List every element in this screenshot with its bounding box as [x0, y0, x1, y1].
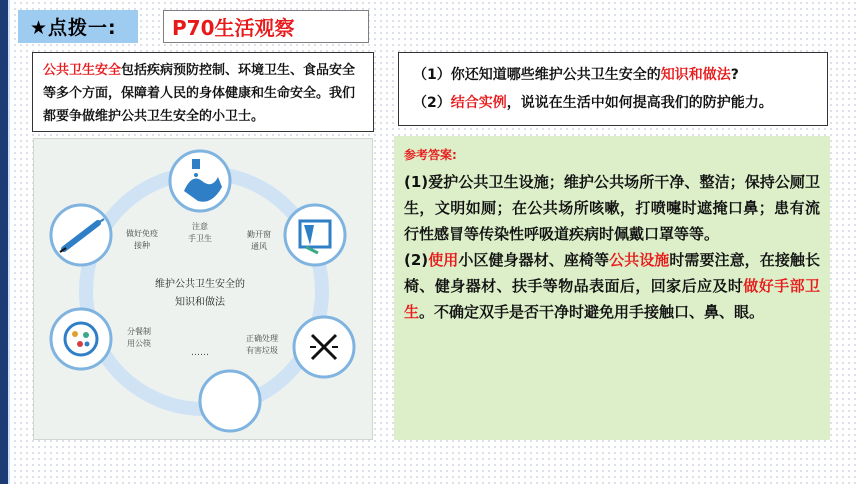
answer-title: 参考答案:: [404, 148, 457, 162]
question-1-highlight: 知识和做法: [660, 67, 731, 83]
page-title: P70生活观察: [163, 10, 369, 43]
item-label-3a: 正确处理: [246, 334, 278, 343]
meal-icon: [51, 309, 111, 369]
item-label-2a: 勤开窗: [247, 230, 271, 239]
left-accent-bar: [0, 0, 8, 484]
answer-2-highlight-b: 公共设施: [609, 251, 670, 269]
question-2-highlight: 结合实例: [450, 95, 507, 111]
answer-paragraph-2: [404, 247, 820, 325]
ellipsis-text: ……: [191, 348, 209, 358]
question-2: [413, 89, 813, 117]
item-label-2b: 通风: [251, 242, 267, 251]
question-2-text: ，说说在生活中如何提高我们的防护能力。: [506, 95, 773, 111]
hand-washing-icon: [170, 151, 230, 211]
item-label-1b: 手卫生: [188, 234, 212, 243]
item-label-5b: 接种: [134, 241, 150, 250]
question-2-number: （2）: [413, 95, 451, 111]
intro-text: 包括疾病预防控制、环境卫生、食品安全等多个方面，保障着人民的身体健康和生命安全。我们都要争做维护公共卫生安全的小卫士。: [43, 63, 356, 124]
answer-2-text-b: 时需要注意，在接触长椅、健身器材、扶手等物品表面后，回家后应及时: [404, 251, 820, 295]
answer-2-highlight-a: 使用: [428, 251, 459, 269]
question-1-text: （1）你还知道哪些维护公共卫生安全的: [413, 67, 661, 83]
hazard-icon: [294, 317, 354, 377]
answer-2-text-c: 。不确定双手是否干净时避免用手接触口、鼻、眼。: [419, 303, 765, 321]
center-text-line2: 知识和做法: [175, 297, 225, 308]
diagram-svg: [34, 139, 372, 439]
item-label-5a: 做好免疫: [126, 229, 158, 238]
answer-2-highlight-c: 做好手部卫生: [404, 277, 820, 321]
reference-answer-box: [394, 136, 830, 440]
item-label-1a: 注意: [192, 222, 208, 231]
intro-highlight: 公共卫生安全: [43, 63, 122, 78]
item-label-4b: 用公筷: [127, 339, 151, 348]
item-label-3b: 有害垃圾: [246, 346, 278, 355]
question-1: [413, 61, 813, 89]
answer-2-number: (2): [404, 251, 429, 269]
placeholder-circle: [200, 371, 260, 431]
left-accent-line: [8, 0, 10, 484]
syringe-icon: [51, 205, 111, 265]
center-text-line1: 维护公共卫生安全的: [155, 279, 245, 290]
intro-box: [32, 52, 374, 132]
questions-box: [398, 52, 828, 126]
item-label-4a: 分餐制: [127, 327, 151, 336]
section-label: ★点拨一:: [18, 10, 138, 43]
question-1-suffix: ?: [730, 67, 739, 83]
answer-2-text-a: 小区健身器材、座椅等: [458, 251, 610, 269]
answer-paragraph-1: (1)爱护公共卫生设施；维护公共场所干净、整洁；保持公厕卫生，文明如厕；在公共场所咳嗽，打喷嚏时遮掩口鼻；患有流行性感冒等传染性呼吸道疾病时佩戴口罩等等。: [404, 173, 820, 243]
window-icon: [285, 205, 345, 265]
knowledge-diagram: [33, 138, 373, 440]
